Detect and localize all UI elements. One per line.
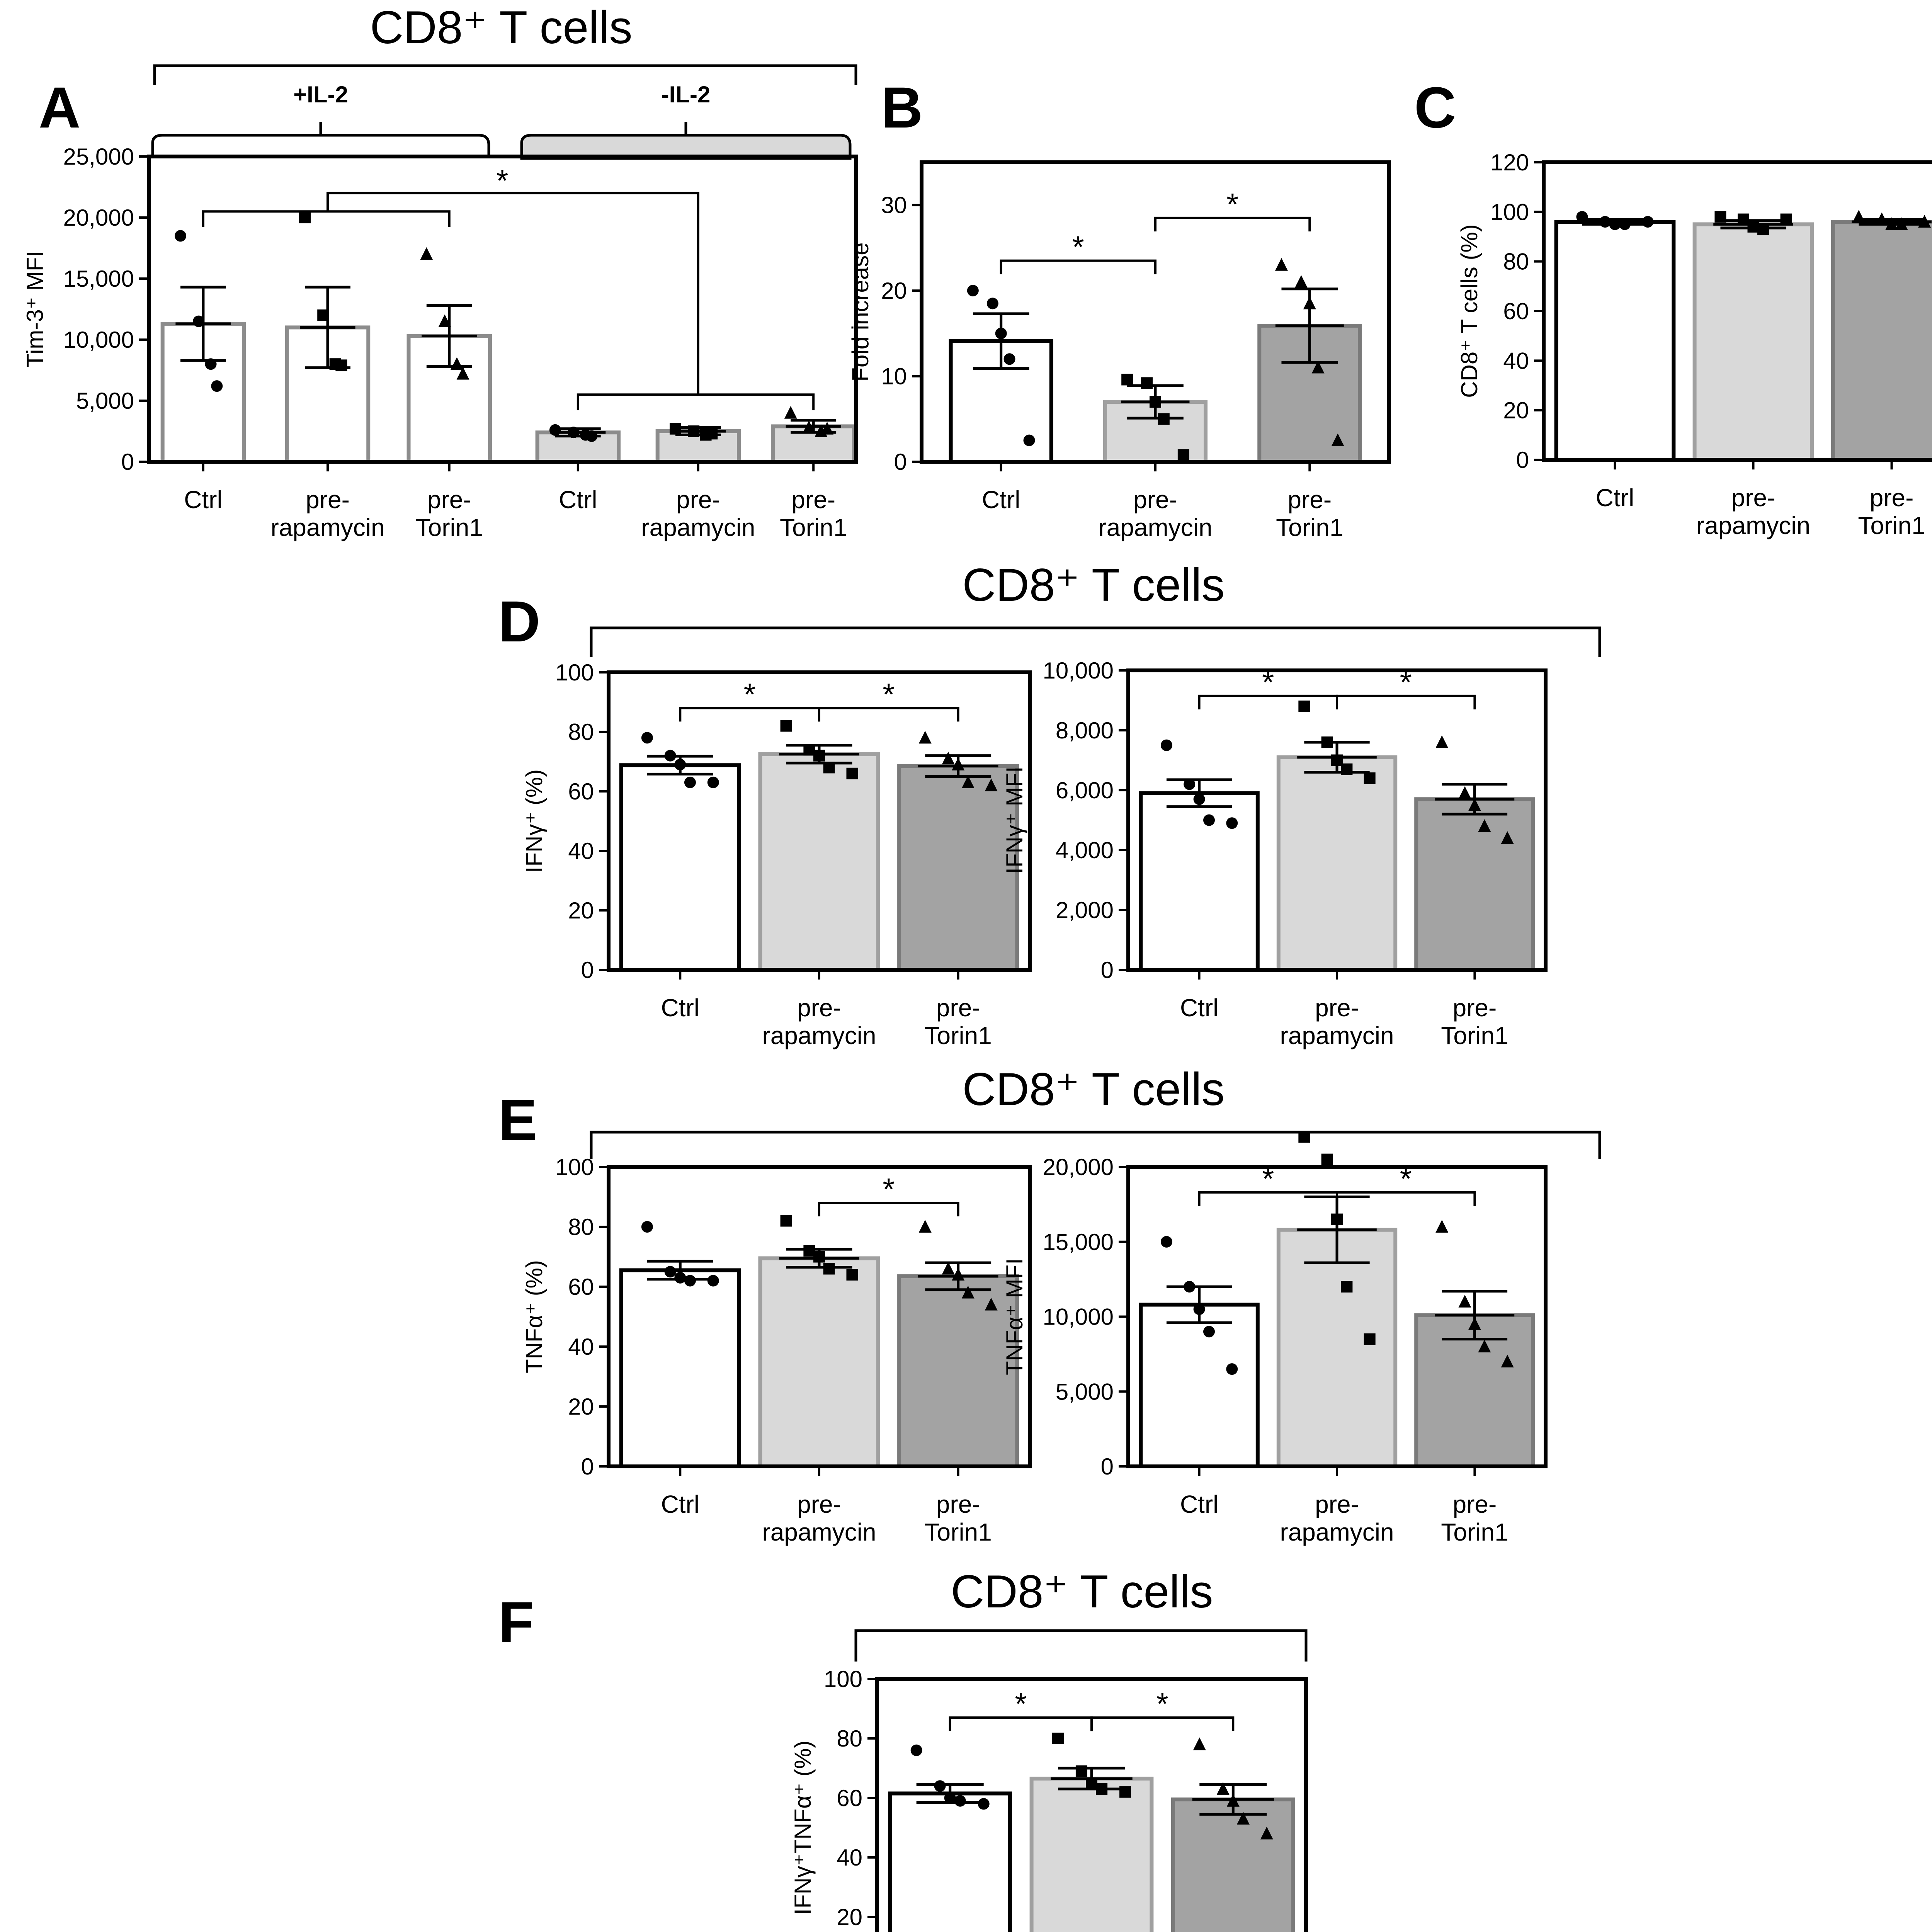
bar: [621, 765, 739, 970]
data-point: [641, 1221, 653, 1233]
y-tick-label: 0: [121, 449, 134, 475]
y-tick-label: 10,000: [1043, 1304, 1114, 1330]
category-label: pre-: [1315, 994, 1359, 1022]
category-label: Ctrl: [661, 1490, 700, 1518]
data-point: [954, 1795, 966, 1807]
chart-d1: [498, 589, 1030, 1049]
data-point: [1298, 1131, 1310, 1143]
category-label: pre-: [1133, 486, 1177, 514]
y-tick-label: 8,000: [1055, 718, 1114, 743]
chart-e1: [498, 1087, 1030, 1546]
y-tick-label: 4,000: [1055, 837, 1114, 863]
data-point: [1184, 1281, 1195, 1293]
data-point: [813, 1251, 825, 1263]
panel-letter: D: [498, 589, 541, 654]
data-point: [1748, 221, 1759, 233]
data-point: [420, 247, 433, 260]
data-point: [1203, 815, 1215, 826]
significance-star: *: [743, 677, 756, 712]
y-tick-label: 30: [881, 192, 907, 218]
data-point: [299, 212, 311, 223]
y-tick-label: 0: [1100, 1454, 1114, 1480]
data-point: [1321, 736, 1333, 748]
data-point: [987, 298, 998, 309]
y-tick-label: 0: [581, 1454, 594, 1480]
data-point: [674, 759, 686, 770]
category-label: Ctrl: [981, 486, 1020, 514]
data-point: [1194, 1303, 1205, 1315]
category-label: rapamycin: [270, 514, 385, 541]
y-tick-label: 10,000: [63, 327, 134, 353]
category-label: rapamycin: [1098, 514, 1213, 541]
y-tick-label: 80: [568, 719, 594, 745]
category-label: rapamycin: [762, 1022, 876, 1049]
group-title-d: CD8⁺ T cells: [962, 559, 1225, 611]
y-tick-label: 0: [1516, 447, 1529, 473]
y-tick-label: 80: [568, 1214, 594, 1240]
data-point: [823, 762, 835, 773]
data-point: [1576, 211, 1588, 223]
data-point: [781, 1215, 792, 1227]
y-tick-label: 40: [568, 838, 594, 864]
y-tick-label: 100: [555, 660, 594, 685]
data-point: [1194, 793, 1205, 805]
data-point: [1193, 1737, 1206, 1750]
data-point: [995, 328, 1007, 339]
data-point: [586, 430, 597, 442]
category-label: pre-: [1452, 994, 1497, 1022]
y-tick-label: 60: [568, 1274, 594, 1300]
category-label: rapamycin: [1280, 1022, 1394, 1049]
category-label: pre-: [797, 994, 841, 1022]
y-axis-label: IFNγ⁺ MFI: [1002, 766, 1027, 874]
y-tick-label: 10: [881, 363, 907, 389]
label-il2-plus: +IL-2: [293, 82, 348, 107]
data-point: [317, 310, 329, 321]
data-point: [1096, 1783, 1107, 1795]
data-point: [1599, 216, 1611, 228]
y-tick-label: 40: [568, 1334, 594, 1360]
data-point: [1619, 218, 1631, 230]
chart-e2: [1002, 1131, 1546, 1546]
data-point: [1150, 396, 1161, 408]
data-point: [1024, 435, 1035, 446]
significance-bracket: [328, 193, 698, 395]
category-label: pre-: [1452, 1490, 1497, 1518]
data-point: [549, 424, 561, 436]
category-label: pre-: [1869, 484, 1914, 512]
y-tick-label: 20: [837, 1904, 862, 1930]
category-label: Torin1: [924, 1518, 992, 1546]
panel-letter: C: [1414, 75, 1456, 140]
data-point: [674, 1272, 686, 1284]
data-point: [1757, 223, 1769, 235]
data-point: [1158, 413, 1170, 425]
data-point: [911, 1745, 922, 1756]
data-point: [1458, 786, 1471, 799]
chart-d2: [1002, 658, 1546, 1049]
y-tick-label: 10,000: [1043, 658, 1114, 684]
category-label: Torin1: [1858, 512, 1925, 539]
data-point: [803, 744, 815, 755]
y-axis-label: CD8⁺ T cells (%): [1456, 224, 1482, 398]
data-point: [684, 1275, 696, 1287]
data-point: [1161, 1236, 1172, 1248]
y-tick-label: 20,000: [1043, 1154, 1114, 1180]
data-point: [1609, 218, 1621, 230]
panel-letter: E: [498, 1087, 537, 1152]
bracket-d: [591, 628, 1600, 657]
category-label: pre-: [676, 486, 720, 514]
data-point: [1303, 296, 1316, 309]
data-point: [1341, 1281, 1352, 1293]
data-point: [1738, 214, 1749, 225]
data-point: [1275, 258, 1288, 271]
y-tick-label: 120: [1490, 150, 1529, 175]
y-tick-label: 6,000: [1055, 777, 1114, 803]
y-tick-label: 80: [837, 1726, 862, 1752]
data-point: [1714, 211, 1726, 223]
data-point: [1435, 1220, 1448, 1233]
y-tick-label: 25,000: [63, 144, 134, 170]
data-point: [1226, 1363, 1238, 1375]
bracket-f: [856, 1631, 1306, 1662]
category-label: Torin1: [924, 1022, 992, 1049]
data-point: [1298, 701, 1310, 712]
bracket-top: [155, 66, 856, 85]
y-tick-label: 20: [568, 1394, 594, 1420]
bar: [1833, 222, 1932, 460]
data-point: [1331, 1214, 1343, 1225]
data-point: [1052, 1733, 1064, 1744]
label-il2-minus: -IL-2: [661, 82, 711, 107]
y-tick-label: 2,000: [1055, 897, 1114, 923]
significance-star: *: [1226, 187, 1239, 221]
bar: [1032, 1779, 1152, 1932]
data-point: [1458, 1295, 1471, 1308]
data-point: [846, 768, 858, 779]
category-label: Torin1: [1441, 1518, 1509, 1546]
significance-star: *: [883, 677, 895, 712]
bracket-il2-plus: [153, 135, 489, 155]
y-tick-label: 0: [1100, 957, 1114, 983]
data-point: [335, 359, 347, 371]
category-label: Torin1: [1276, 514, 1344, 541]
data-point: [823, 1263, 835, 1275]
data-point: [1184, 779, 1195, 790]
data-point: [706, 428, 718, 439]
data-point: [803, 1245, 815, 1257]
data-point: [211, 380, 223, 392]
data-point: [1141, 377, 1153, 389]
data-point: [665, 750, 676, 762]
category-label: Torin1: [1441, 1022, 1509, 1049]
data-point: [1178, 449, 1189, 461]
y-tick-label: 20: [568, 898, 594, 923]
significance-star: *: [1262, 1161, 1274, 1196]
group-title-f: CD8⁺ T cells: [951, 1566, 1213, 1617]
significance-star: *: [1015, 1687, 1027, 1721]
data-point: [641, 732, 653, 743]
category-label: pre-: [1731, 484, 1776, 512]
data-point: [193, 316, 204, 327]
bar: [1695, 224, 1812, 460]
y-tick-label: 60: [837, 1785, 862, 1811]
data-point: [934, 1780, 946, 1792]
category-label: rapamycin: [641, 514, 755, 541]
bar: [760, 1258, 878, 1466]
y-tick-label: 100: [555, 1154, 594, 1180]
category-label: pre-: [427, 486, 471, 514]
significance-star: *: [1156, 1687, 1168, 1721]
data-point: [1781, 214, 1792, 225]
y-tick-label: 80: [1503, 248, 1529, 275]
data-point: [1161, 740, 1172, 751]
category-label: rapamycin: [1696, 512, 1811, 539]
y-tick-label: 0: [894, 449, 907, 475]
y-axis-label: Fold increase: [847, 242, 873, 382]
data-point: [1364, 772, 1376, 784]
y-tick-label: 60: [568, 779, 594, 804]
category-label: pre-: [791, 486, 836, 514]
category-label: Ctrl: [1595, 484, 1634, 512]
bar: [890, 1793, 1010, 1932]
category-label: Ctrl: [661, 994, 700, 1022]
data-point: [784, 406, 797, 419]
data-point: [1435, 735, 1448, 748]
y-tick-label: 40: [837, 1845, 862, 1871]
bar: [1416, 799, 1533, 970]
y-axis-label: TNFα⁺ MFI: [1002, 1258, 1027, 1375]
category-label: pre-: [797, 1490, 841, 1518]
y-tick-label: 0: [581, 957, 594, 983]
data-point: [781, 720, 792, 732]
y-tick-label: 5,000: [1055, 1379, 1114, 1405]
significance-star: *: [883, 1172, 895, 1206]
significance-bracket: [203, 211, 449, 227]
y-tick-label: 40: [1503, 348, 1529, 374]
bar: [1279, 1230, 1395, 1466]
category-label: pre-: [306, 486, 350, 514]
significance-star: *: [1400, 1161, 1412, 1196]
significance-star: *: [1400, 665, 1412, 699]
data-point: [205, 358, 217, 370]
bar: [1556, 222, 1674, 460]
data-point: [1004, 353, 1015, 365]
data-point: [1119, 1786, 1131, 1798]
data-point: [1226, 817, 1238, 829]
category-label: Torin1: [415, 514, 483, 541]
data-point: [665, 1266, 676, 1277]
chart-f: [498, 1590, 1306, 1932]
panel-letter: A: [39, 75, 81, 140]
plot-frame: [149, 156, 856, 462]
y-axis-label: IFNγ⁺ (%): [521, 769, 547, 873]
bar: [760, 754, 878, 970]
category-label: Ctrl: [1180, 1490, 1219, 1518]
category-label: pre-: [936, 994, 980, 1022]
y-axis-label: IFNγ⁺TNFα⁺ (%): [790, 1740, 816, 1915]
data-point: [978, 1798, 990, 1810]
category-label: pre-: [1315, 1490, 1359, 1518]
chart-c: [1414, 75, 1932, 539]
data-point: [919, 731, 932, 743]
bar: [899, 766, 1017, 970]
significance-star: *: [496, 163, 509, 198]
data-point: [1642, 216, 1654, 228]
significance-star: *: [1072, 230, 1084, 264]
significance-star: *: [1262, 665, 1274, 699]
bar: [1173, 1799, 1293, 1932]
data-point: [942, 752, 955, 764]
bar: [1141, 1305, 1257, 1467]
data-point: [688, 425, 699, 437]
y-axis-label: TNFα⁺ (%): [521, 1260, 547, 1373]
bar: [1279, 757, 1395, 970]
category-label: rapamycin: [1280, 1518, 1394, 1546]
data-point: [707, 1275, 719, 1287]
y-tick-label: 60: [1503, 298, 1529, 324]
bar: [621, 1270, 739, 1466]
bar: [899, 1276, 1017, 1466]
data-point: [684, 777, 696, 788]
panel-letter: F: [498, 1590, 534, 1655]
data-point: [1121, 374, 1133, 385]
y-tick-label: 100: [823, 1666, 862, 1692]
data-point: [944, 1792, 956, 1804]
category-label: Torin1: [780, 514, 847, 541]
category-label: Ctrl: [559, 486, 597, 514]
category-label: pre-: [1287, 486, 1332, 514]
y-tick-label: 20,000: [63, 205, 134, 231]
y-tick-label: 20: [1503, 397, 1529, 423]
y-tick-label: 5,000: [76, 388, 134, 414]
data-point: [1076, 1765, 1087, 1777]
y-tick-label: 15,000: [63, 266, 134, 292]
data-point: [1364, 1333, 1376, 1345]
data-point: [813, 750, 825, 762]
category-label: Ctrl: [184, 486, 223, 514]
data-point: [919, 1220, 932, 1233]
data-point: [1341, 764, 1352, 775]
data-point: [175, 230, 186, 242]
y-tick-label: 100: [1490, 199, 1529, 225]
data-point: [670, 423, 681, 435]
category-label: rapamycin: [762, 1518, 876, 1546]
data-point: [1321, 1154, 1333, 1165]
data-point: [1852, 210, 1865, 223]
category-label: Ctrl: [1180, 994, 1219, 1022]
data-point: [568, 427, 579, 438]
significance-bracket: [578, 395, 813, 410]
y-tick-label: 20: [881, 278, 907, 304]
group-title-e: CD8⁺ T cells: [962, 1063, 1225, 1115]
data-point: [1203, 1326, 1215, 1337]
y-tick-label: 15,000: [1043, 1229, 1114, 1255]
group-title-top: CD8⁺ T cells: [370, 2, 633, 53]
data-point: [846, 1269, 858, 1281]
chart-b: [847, 75, 1389, 541]
category-label: pre-: [936, 1490, 980, 1518]
y-axis-label: Tim-3⁺ MFI: [22, 250, 48, 368]
data-point: [707, 777, 719, 788]
data-point: [967, 285, 979, 296]
data-point: [1295, 275, 1308, 288]
data-point: [1086, 1777, 1097, 1789]
bar: [1141, 793, 1257, 970]
panel-letter: B: [881, 75, 923, 140]
